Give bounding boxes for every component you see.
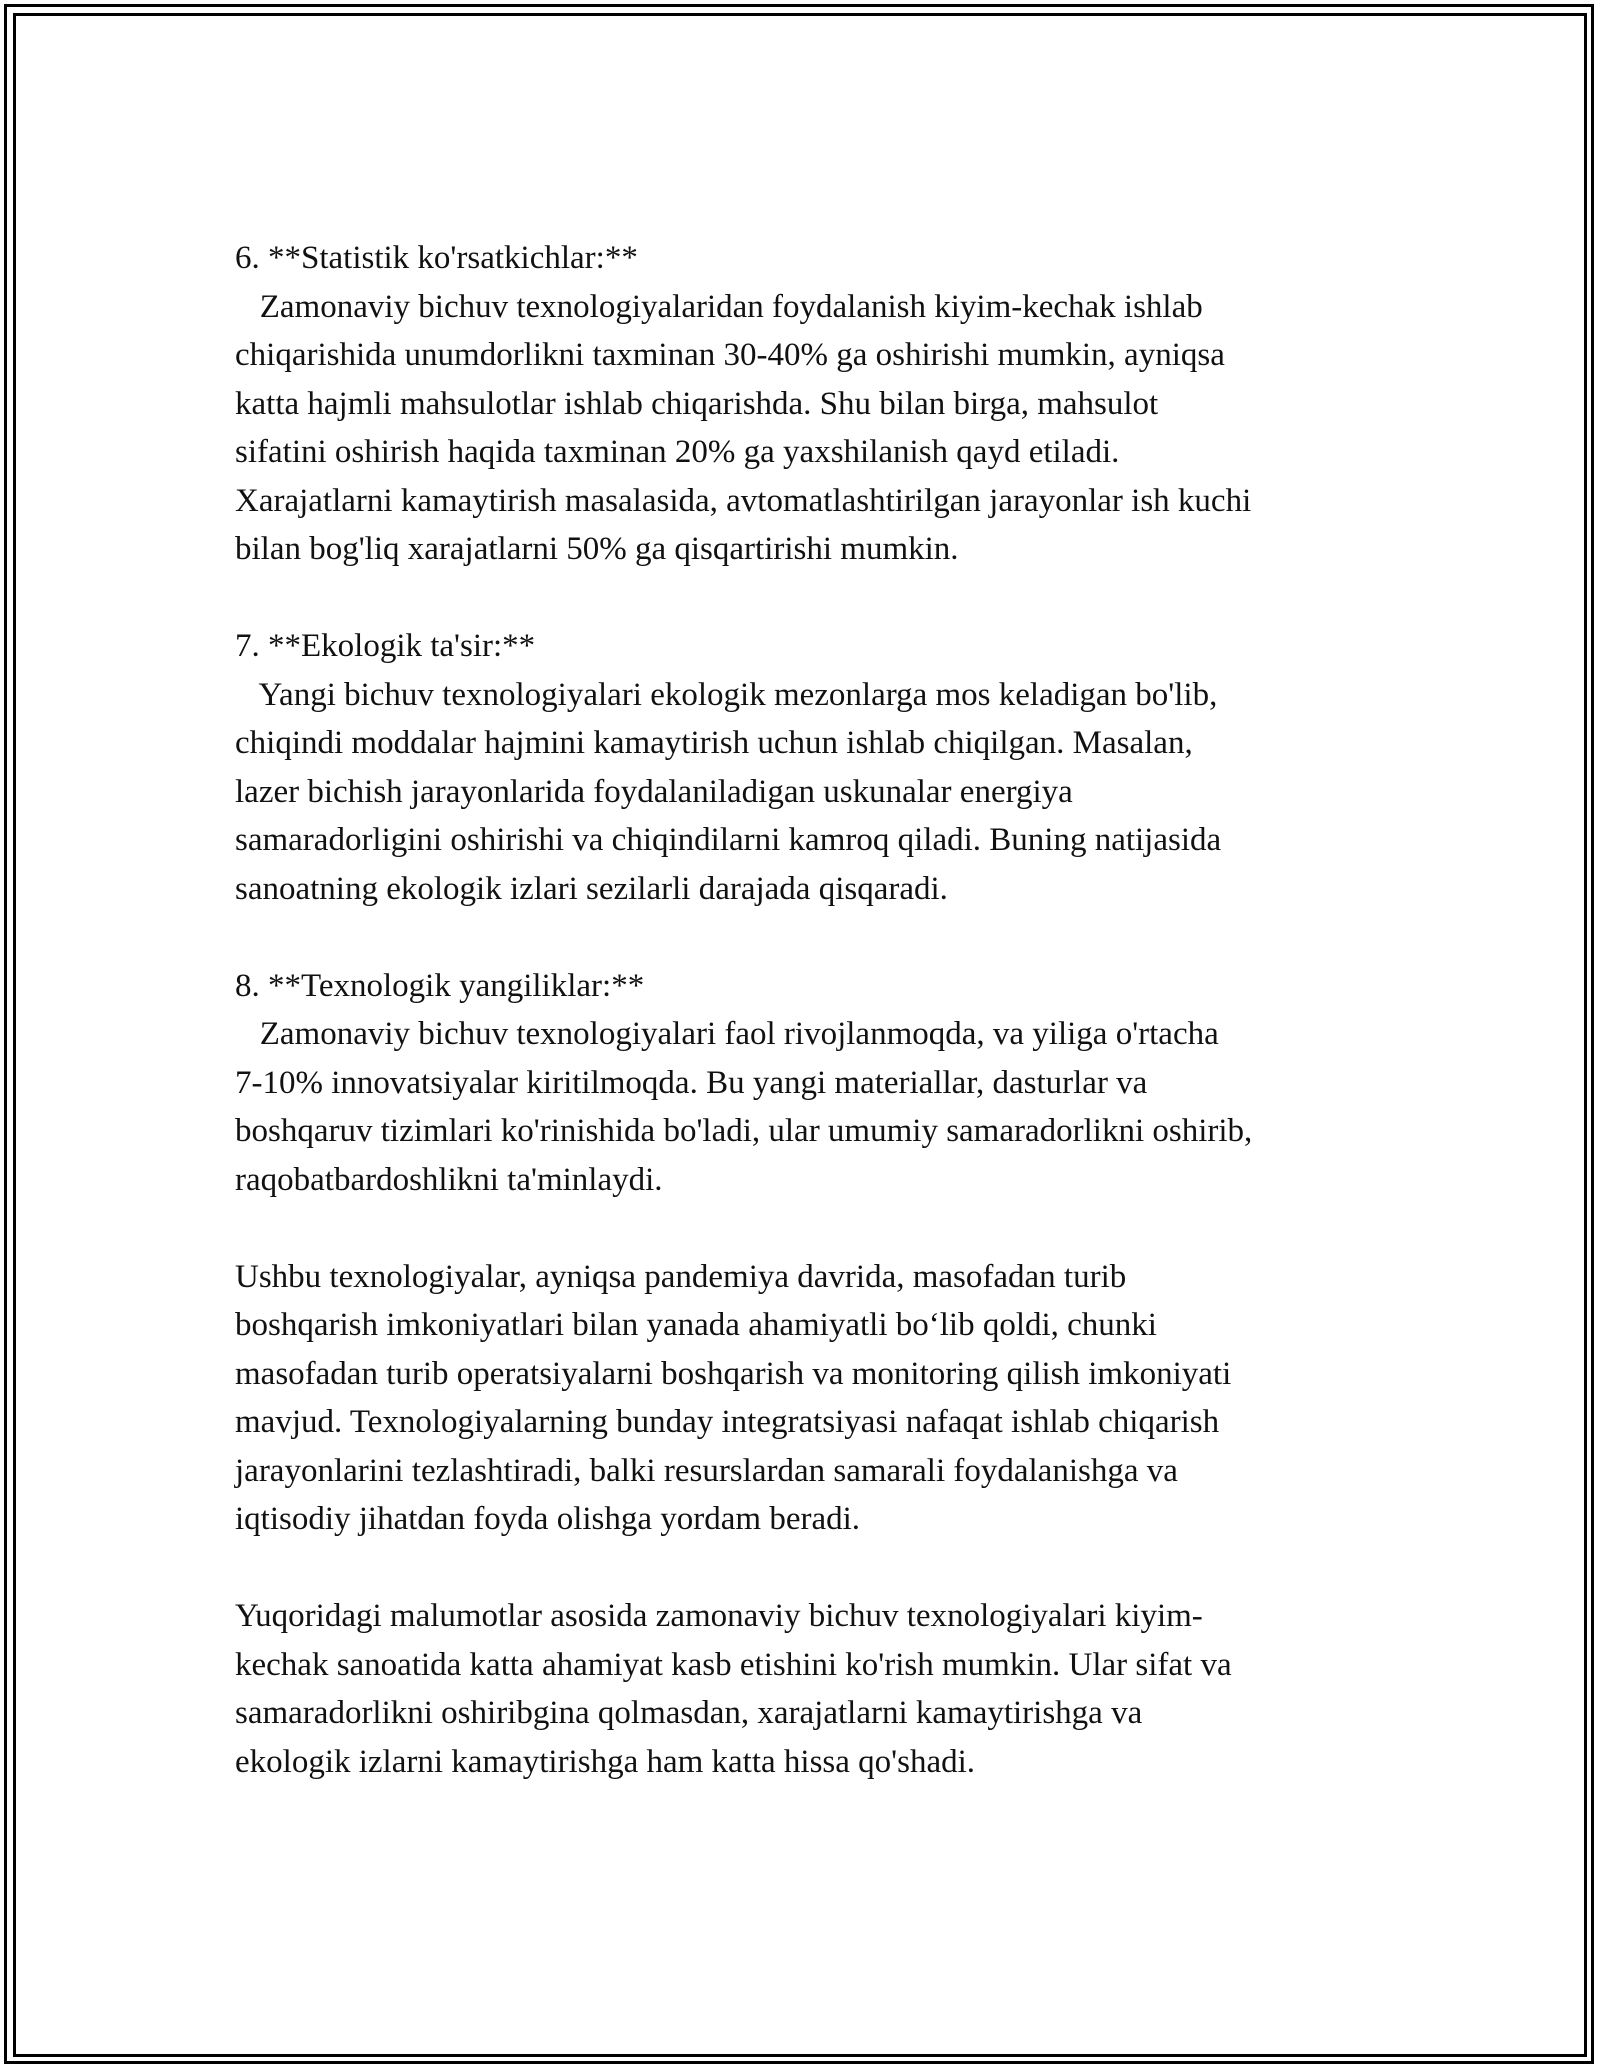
text-line: sanoatning ekologik izlari sezilarli darajada qisqaradi. [235, 870, 948, 907]
text-line: jarayonlarini tezlashtiradi, balki resurslardan samarali foydalanishga va [235, 1452, 1178, 1489]
paragraph-spacer [235, 913, 1385, 962]
text-line: Yangi bichuv texnologiyalari ekologik mezonlarga mos keladigan bo'lib, [235, 676, 1218, 713]
text-line: Yuqoridagi malumotlar asosida zamonaviy bichuv texnologiyalari kiyim- [235, 1598, 1203, 1634]
text-line: sifatini oshirish haqida taxminan 20% ga yaxshilanish qayd etiladi. [235, 434, 1120, 470]
text-line: boshqaruv tizimlari ko'rinishida bo'ladi, ular umumiy samaradorlikni oshirib, [235, 1113, 1253, 1149]
text-line: Ushbu texnologiyalar, ayniqsa pandemiya davrida, masofadan turib [235, 1258, 1127, 1295]
paragraph-spacer [235, 1544, 1385, 1593]
text-line: chiqindi moddalar hajmini kamaytirish uchun ishlab chiqilgan. Masalan, [235, 725, 1193, 761]
section-technological-news [235, 962, 1385, 1205]
paragraph-conclusion [235, 1592, 1385, 1786]
section-heading: 8. **Texnologik yangiliklar:** [235, 967, 645, 1004]
text-line: Xarajatlarni kamaytirish masalasida, avtomatlashtirilgan jarayonlar ish kuchi [235, 482, 1252, 519]
paragraph-spacer [235, 1204, 1385, 1253]
text-line: Zamonaviy bichuv texnologiyalaridan foydalanish kiyim-kechak ishlab [235, 288, 1203, 325]
text-line: iqtisodiy jihatdan foyda olishga yordam beradi. [235, 1501, 861, 1537]
section-statistics [235, 234, 1385, 574]
text-line: kechak sanoatida katta ahamiyat kasb etishini ko'rish mumkin. Ular sifat va [235, 1646, 1232, 1683]
text-line: mavjud. Texnologiyalarning bunday integratsiyasi nafaqat ishlab chiqarish [235, 1404, 1220, 1440]
text-line: masofadan turib operatsiyalarni boshqarish va monitoring qilish imkoniyati [235, 1355, 1232, 1392]
text-line: bilan bog'liq xarajatlarni 50% ga qisqartirishi mumkin. [235, 531, 959, 567]
text-line: raqobatbardoshlikni ta'minlaydi. [235, 1161, 663, 1198]
paragraph-pandemic [235, 1253, 1385, 1544]
text-line: katta hajmli mahsulotlar ishlab chiqarishda. Shu bilan birga, mahsulot [235, 385, 1159, 422]
section-heading: 7. **Ekologik ta'sir:** [235, 628, 536, 664]
text-line: samaradorlikni oshiribgina qolmasdan, xarajatlarni kamaytirishga va [235, 1695, 1143, 1731]
text-line: Zamonaviy bichuv texnologiyalari faol rivojlanmoqda, va yiliga o'rtacha [235, 1016, 1219, 1052]
text-line: chiqarishida unumdorlikni taxminan 30-40% ga oshirishi mumkin, ayniqsa [235, 337, 1225, 373]
text-line: 7-10% innovatsiyalar kiritilmoqda. Bu yangi materiallar, dasturlar va [235, 1064, 1148, 1101]
paragraph-spacer [235, 574, 1385, 623]
text-line: boshqarish imkoniyatlari bilan yanada ahamiyatli bo‘lib qoldi, chunki [235, 1307, 1157, 1343]
text-line: samaradorligini oshirishi va chiqindilarni kamroq qiladi. Buning natijasida [235, 822, 1222, 858]
document-body [235, 234, 1385, 1786]
text-line: ekologik izlarni kamaytirishga ham katta hissa qo'shadi. [235, 1743, 976, 1780]
section-ecological-impact [235, 622, 1385, 913]
section-heading: 6. **Statistik ko'rsatkichlar:** [235, 240, 638, 276]
text-line: lazer bichish jarayonlarida foydalaniladigan uskunalar energiya [235, 773, 1073, 810]
